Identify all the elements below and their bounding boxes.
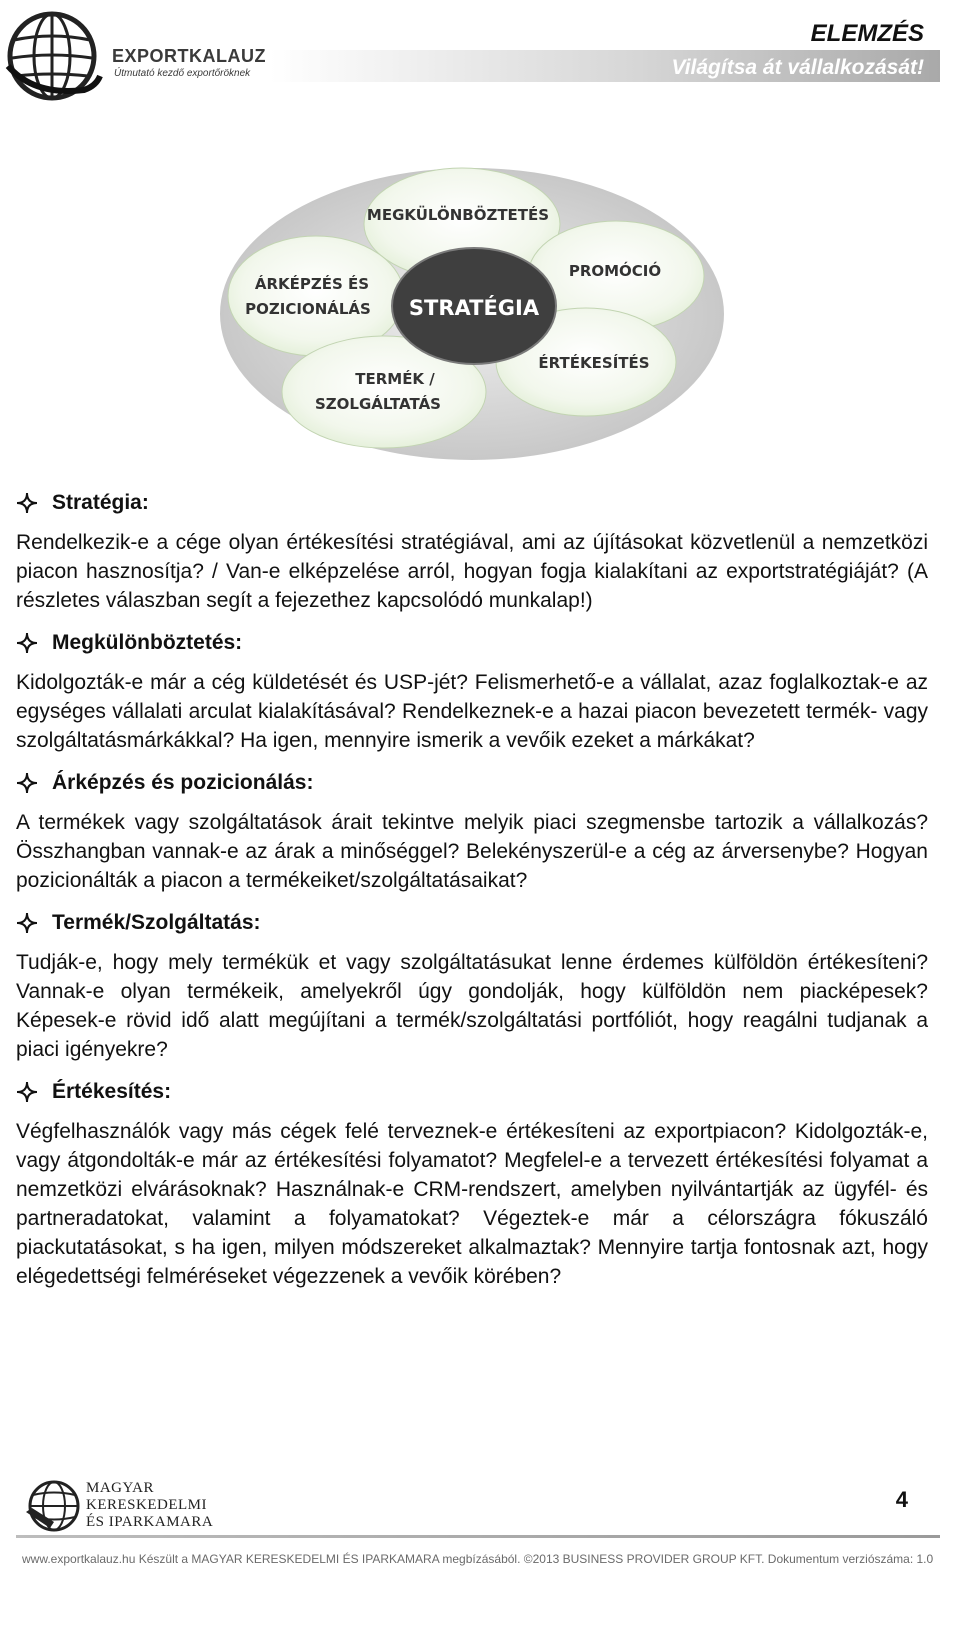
diamond-bullet-icon bbox=[16, 772, 38, 794]
chamber-logo-icon bbox=[24, 1478, 84, 1534]
strategy-diagram bbox=[218, 166, 726, 462]
section-title bbox=[16, 488, 928, 518]
diagram-center-label: STRATÉGIA bbox=[408, 296, 540, 320]
section-title-text: Stratégia: bbox=[52, 491, 149, 514]
section-title bbox=[16, 1077, 928, 1107]
section-title-text: Termék/Szolgáltatás: bbox=[52, 911, 261, 934]
section-sales bbox=[16, 1077, 928, 1291]
section-pricing bbox=[16, 768, 928, 895]
diagram-label-differentiation: MEGKÜLÖNBÖZTETÉS bbox=[366, 206, 550, 224]
diagram-label-product-2: SZOLGÁLTATÁS bbox=[315, 395, 441, 413]
section-text: Végfelhasználók vagy más cégek felé terveznek-e értékesíteni az exportpiacon? Kidolgozták-e, vagy átgondolták-e már az értékesítési folyamatot? Megfelel-e a tervezett értékesítési folyamat a nemzetközi elvárásoknak? Használnak-e CRM-rendszert, amelyben nyilvántartják az ügyfél- és partneradatokat, valamint a folyamatokat? Végeztek-e már a célországra fókuszáló piackutatásokat, s ha igen, milyen módszereket alkalmaztak? Mennyire tartja fontosnak azt, hogy elégedettségi felméréseket végezzenek a vevőik körében? bbox=[16, 1120, 928, 1288]
section-title bbox=[16, 908, 928, 938]
logo-name: EXPORTKALAUZ bbox=[112, 46, 266, 66]
content bbox=[16, 488, 928, 1304]
section-differentiation bbox=[16, 628, 928, 755]
page-number: 4 bbox=[895, 1487, 908, 1512]
section-title-text: Árképzés és pozicionálás: bbox=[52, 771, 314, 794]
globe-logo-icon bbox=[4, 6, 104, 106]
section-title-text: Megkülönböztetés: bbox=[52, 631, 243, 654]
section-title-text: Értékesítés: bbox=[52, 1080, 172, 1103]
diagram-label-product-1: TERMÉK / bbox=[355, 370, 435, 388]
section-title bbox=[16, 768, 928, 798]
chamber-name-line: MAGYAR bbox=[86, 1480, 155, 1496]
diagram-label-pricing-1: ÁRKÉPZÉS ÉS bbox=[254, 275, 370, 293]
header-title: ELEMZÉS bbox=[810, 20, 924, 47]
section-title bbox=[16, 628, 928, 658]
section-strategy bbox=[16, 488, 928, 615]
logo-tagline: Útmutató kezdő exportőröknek bbox=[114, 68, 251, 79]
section-text: Kidolgozták-e már a cég küldetését és USP-jét? Felismerhető-e a vállalat, azaz foglalkoztak-e az egységes vállalati arculat kialakításával? Rendelkeznek-e a hazai piacon bevezetett termék- vagy szolgáltatásmárkákkal? Ha igen, mennyire ismerik a vevőik ezeket a márkákat? bbox=[16, 671, 928, 752]
diagram-label-promotion: PROMÓCIÓ bbox=[568, 262, 662, 280]
diamond-bullet-icon bbox=[16, 1081, 38, 1103]
diagram-label-sales: ÉRTÉKESÍTÉS bbox=[538, 354, 650, 372]
section-product bbox=[16, 908, 928, 1064]
diamond-bullet-icon bbox=[16, 912, 38, 934]
chamber-name-line: ÉS IPARKAMARA bbox=[86, 1514, 214, 1530]
chamber-name bbox=[86, 1480, 213, 1531]
footer-text: www.exportkalauz.hu Készült a MAGYAR KERESKEDELMI ÉS IPARKAMARA megbízásából. ©2013 BUSINESS PROVIDER GROUP KFT. Dokumentum verziószáma: 1.0 bbox=[22, 1552, 934, 1566]
chamber-name-line: KERESKEDELMI bbox=[86, 1497, 207, 1513]
section-text: A termékek vagy szolgáltatások árait tekintve melyik piaci szegmensbe tartozik a vállalkozás? Összhangban vannak-e az árak a minőséggel? Belekényszerül-e a cég az árversenybe? Hogyan pozicionálták a piacon a termékeiket/szolgáltatásaikat? bbox=[16, 811, 928, 892]
footer-divider bbox=[16, 1535, 940, 1538]
diagram-label-pricing-2: POZICIONÁLÁS bbox=[245, 300, 371, 318]
diamond-bullet-icon bbox=[16, 492, 38, 514]
page-header bbox=[0, 0, 960, 110]
section-text: Rendelkezik-e a cége olyan értékesítési stratégiával, ami az újításokat közvetlenül a nemzetközi piacon hasznosítja? / Van-e elképzelése arról, hogyan fogja kialakítani az exportstratégiáját? (A részletes válaszban segít a fejezethez kapcsolódó munkalap!) bbox=[16, 531, 928, 612]
header-subtitle: Világítsa át vállalkozását! bbox=[671, 56, 924, 79]
diamond-bullet-icon bbox=[16, 632, 38, 654]
section-text: Tudják-e, hogy mely termékük et vagy szolgáltatásukat lenne érdemes külföldön értékesíteni? Vannak-e olyan termékeik, amelyekről úgy gondolják, hogy külföldön nem piacképesek? Képesek-e rövid idő alatt megújítani a termék/szolgáltatási portfóliót, hogy reagálni tudjanak a piaci igényekre? bbox=[16, 951, 928, 1061]
